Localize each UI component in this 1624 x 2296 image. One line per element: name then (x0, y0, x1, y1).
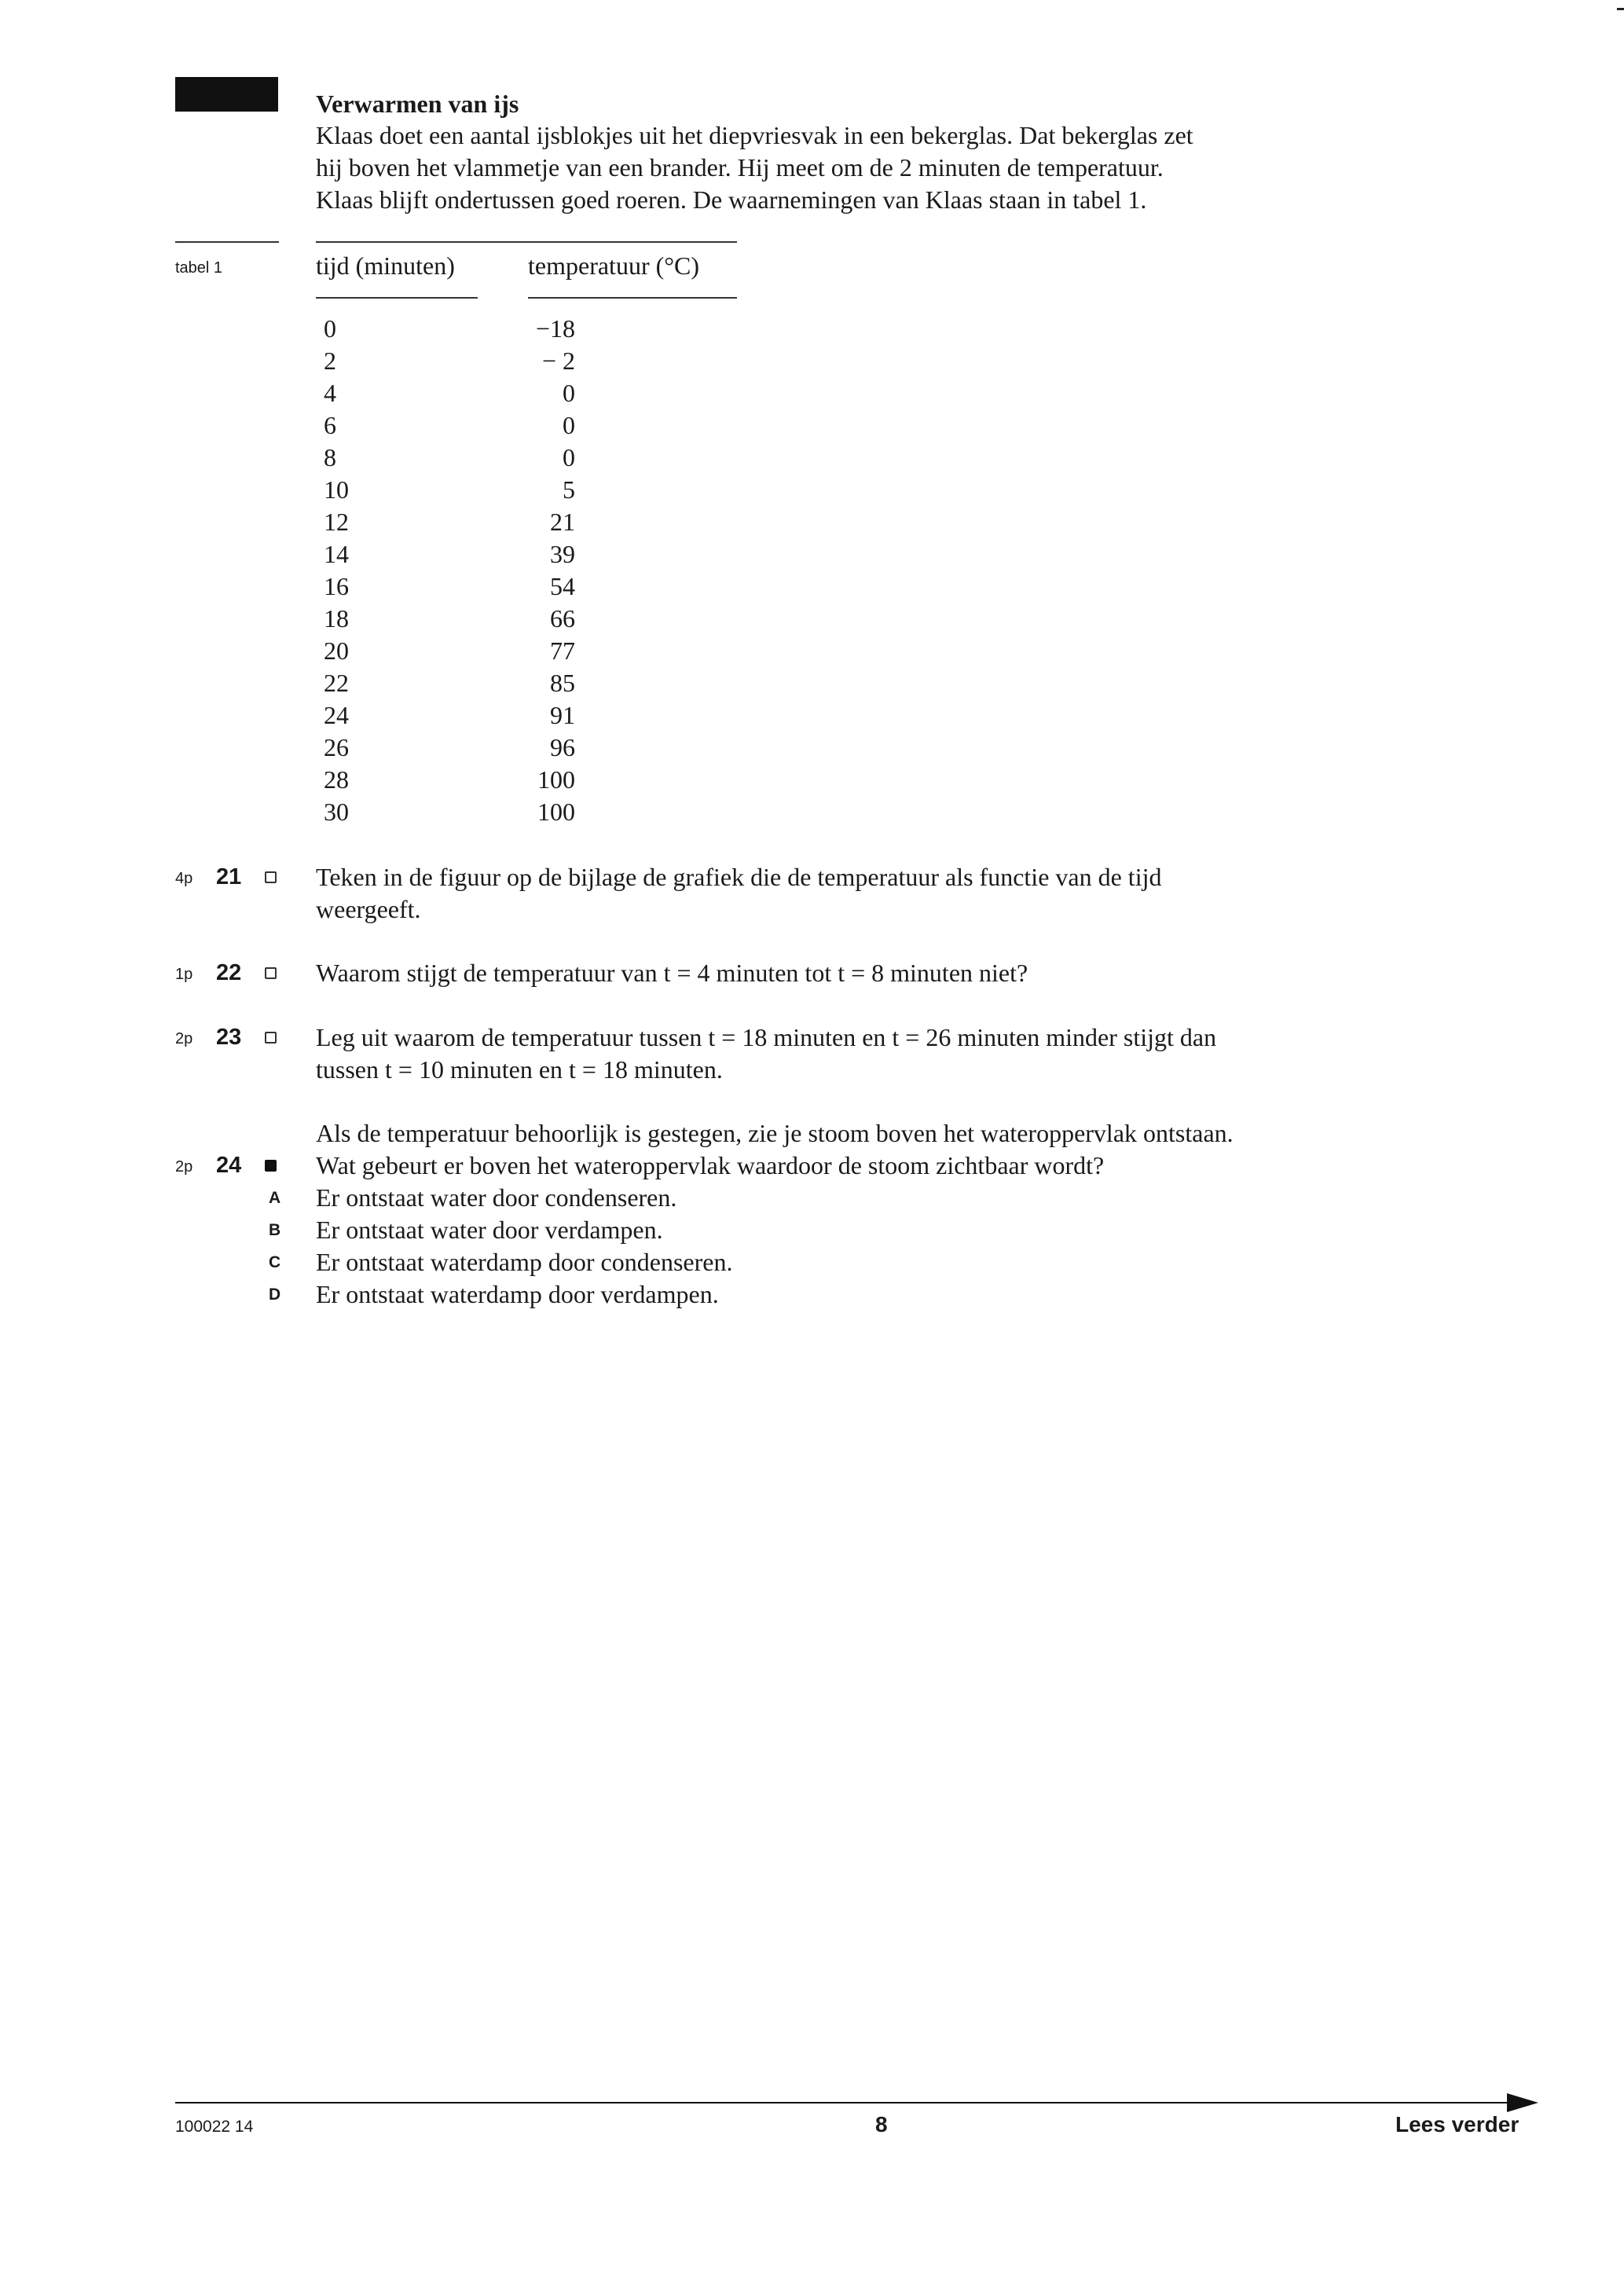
table-label-rule (175, 241, 279, 243)
option-letter: D (269, 1286, 281, 1304)
question-line: Als de temperatuur behoorlijk is gestegen, zie je stoom boven het wateroppervlak ontstaan. (316, 1119, 1234, 1147)
question-points: 1p (175, 966, 193, 983)
open-question-checkbox-icon (265, 967, 277, 979)
option-letter: B (269, 1221, 281, 1239)
question-line: Wat gebeurt er boven het wateroppervlak waardoor de stoom zichtbaar wordt? (316, 1151, 1105, 1179)
table-cell-temperatuur: 85 (550, 669, 575, 697)
footer-continue-text: Lees verder (1395, 2112, 1520, 2136)
table-cell-tijd: 30 (324, 798, 349, 826)
question-22-text (316, 957, 1416, 989)
intro-line: Klaas doet een aantal ijsblokjes uit het diepvriesvak in een bekerglas. Dat bekerglas zet (316, 121, 1193, 149)
question-points: 4p (175, 870, 193, 887)
question-21-meta (175, 861, 282, 893)
question-number: 21 (216, 864, 242, 889)
question-number: 23 (216, 1025, 242, 1050)
table-cell-tijd: 24 (324, 701, 349, 729)
table-cell-temperatuur: −18 (535, 314, 575, 343)
table-cell-tijd: 12 (324, 508, 349, 536)
question-24-text (316, 1150, 1416, 1182)
table-cell-temperatuur: 100 (537, 798, 575, 826)
table-top-rule (316, 241, 737, 243)
table-column-temperatuur (528, 313, 575, 828)
question-24-meta (175, 1150, 282, 1182)
question-number: 24 (216, 1153, 242, 1178)
table-cell-tijd: 14 (324, 540, 349, 568)
intro-paragraph (316, 119, 1416, 216)
table-header-rule-tijd (316, 297, 478, 299)
question-line: Leg uit waarom de temperatuur tussen t = 18 minuten en t = 26 minuten minder stijgt dan (316, 1023, 1217, 1051)
option-text: Er ontstaat water door condenseren. (316, 1183, 677, 1212)
question-21-text (316, 861, 1416, 926)
question-points: 2p (175, 1158, 193, 1176)
option-text: Er ontstaat waterdamp door verdampen. (316, 1280, 719, 1308)
option-text: Er ontstaat waterdamp door condenseren. (316, 1248, 733, 1276)
section-title: Verwarmen van ijs (316, 90, 519, 118)
table-header-temperatuur: temperatuur (°C) (528, 251, 700, 280)
option-letter: C (269, 1253, 281, 1271)
table-cell-temperatuur: 100 (537, 765, 575, 794)
table-cell-tijd: 16 (324, 572, 349, 600)
arrow-right-icon (1507, 2093, 1538, 2112)
table-cell-temperatuur: 0 (563, 411, 575, 439)
question-line: Waarom stijgt de temperatuur van t = 4 minuten tot t = 8 minuten niet? (316, 959, 1028, 987)
multiple-choice-square-icon (265, 1160, 277, 1172)
option-text: Er ontstaat water door verdampen. (316, 1216, 663, 1244)
question-points: 2p (175, 1030, 193, 1047)
open-question-checkbox-icon (265, 871, 277, 883)
table-cell-temperatuur: 77 (550, 636, 575, 665)
table-header-rule-temperatuur (528, 297, 737, 299)
table-cell-temperatuur: 54 (550, 572, 575, 600)
question-22-meta (175, 957, 282, 989)
question-line: weergeeft. (316, 895, 421, 923)
table-cell-temperatuur: 21 (550, 508, 575, 536)
intro-line: Klaas blijft ondertussen goed roeren. De waarnemingen van Klaas staan in tabel 1. (316, 185, 1147, 214)
table-cell-temperatuur: 5 (563, 475, 575, 504)
table-header-tijd: tijd (minuten) (316, 251, 455, 280)
question-23-text (316, 1021, 1416, 1086)
table-cell-tijd: 20 (324, 636, 349, 665)
table-cell-tijd: 8 (324, 443, 336, 471)
question-24-context (316, 1117, 1416, 1150)
table-cell-temperatuur: 96 (550, 733, 575, 761)
question-line: tussen t = 10 minuten en t = 18 minuten. (316, 1055, 723, 1084)
section-marker-block (175, 77, 278, 112)
table-cell-tijd: 2 (324, 347, 336, 375)
table-label: tabel 1 (175, 259, 223, 277)
table-cell-tijd: 6 (324, 411, 336, 439)
footer-code: 100022 14 (175, 2118, 254, 2136)
footer-rule (175, 2102, 1527, 2103)
table-cell-temperatuur: 0 (563, 443, 575, 471)
table-cell-tijd: 28 (324, 765, 349, 794)
question-line: Teken in de figuur op de bijlage de grafiek die de temperatuur als functie van de tijd (316, 863, 1162, 891)
table-cell-temperatuur: 66 (550, 604, 575, 633)
table-column-tijd (324, 313, 387, 828)
table-cell-tijd: 18 (324, 604, 349, 633)
table-cell-tijd: 22 (324, 669, 349, 697)
option-letter: A (269, 1189, 281, 1207)
open-question-checkbox-icon (265, 1032, 277, 1043)
page-number: 8 (875, 2112, 888, 2136)
table-cell-temperatuur: 39 (550, 540, 575, 568)
table-cell-temperatuur: 0 (563, 379, 575, 407)
table-cell-tijd: 26 (324, 733, 349, 761)
question-23-meta (175, 1021, 282, 1054)
table-cell-temperatuur: − 2 (541, 347, 575, 375)
table-cell-tijd: 0 (324, 314, 336, 343)
corner-mark (1617, 8, 1624, 10)
table-cell-tijd: 4 (324, 379, 336, 407)
table-cell-tijd: 10 (324, 475, 349, 504)
question-number: 22 (216, 960, 242, 985)
table-cell-temperatuur: 91 (550, 701, 575, 729)
intro-line: hij boven het vlammetje van een brander. Hij meet om de 2 minuten de temperatuur. (316, 153, 1164, 182)
